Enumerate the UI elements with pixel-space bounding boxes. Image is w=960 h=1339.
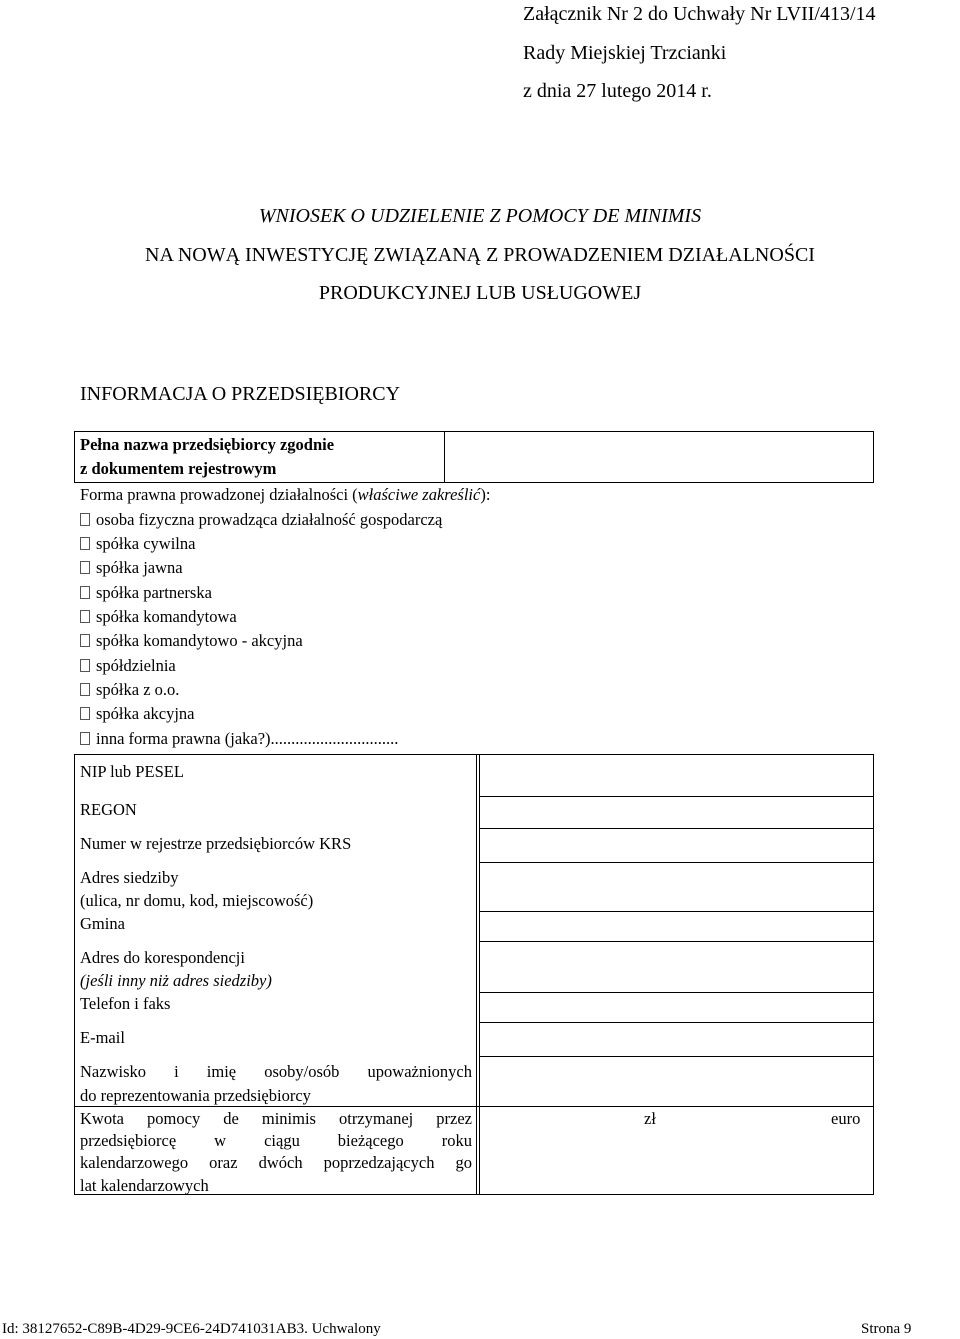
aid-amount-label-4: lat kalendarzowych: [80, 1176, 209, 1195]
aid-amount-label-2: przedsiębiorcę w ciągu bieżącego roku: [80, 1131, 472, 1150]
aid-amount-label-1: Kwota pomocy de minimis otrzymanej przez: [80, 1109, 472, 1128]
row-separator: [479, 862, 874, 863]
legal-form-option[interactable]: inna forma prawna (jaka?)...............................: [80, 731, 398, 748]
document-title-line1: WNIOSEK O UDZIELENIE Z POMOCY DE MINIMIS: [258, 205, 702, 227]
row-separator: [479, 828, 874, 829]
checkbox-icon[interactable]: [80, 610, 90, 623]
document-title-line3: PRODUKCYJNEJ LUB USŁUGOWEJ: [318, 282, 642, 304]
document-title-line2: NA NOWĄ INWESTYCJĘ ZWIĄZANĄ Z PROWADZENIEM DZIAŁALNOŚCI: [145, 244, 815, 266]
checkbox-icon[interactable]: [80, 707, 90, 720]
legal-form-option[interactable]: spółka jawna: [80, 560, 183, 577]
row-separator: [479, 941, 874, 942]
representatives-label-2: do reprezentowania przedsiębiorcy: [80, 1086, 311, 1105]
address-label-1: Adres siedziby: [80, 868, 179, 887]
row-separator: [479, 1056, 874, 1057]
legal-form-option[interactable]: spółdzielnia: [80, 658, 176, 675]
full-name-field[interactable]: [449, 435, 871, 479]
currency-eur-label: euro: [831, 1109, 861, 1128]
attachment-header-line1: Załącznik Nr 2 do Uchwały Nr LVII/413/14: [523, 3, 876, 25]
full-name-divider: [444, 431, 445, 483]
row-separator: [479, 796, 874, 797]
checkbox-icon[interactable]: [80, 561, 90, 574]
attachment-header-line2: Rady Miejskiej Trzcianki: [523, 42, 727, 64]
legal-form-option[interactable]: spółka komandytowa: [80, 609, 237, 626]
full-name-label-2: z dokumentem rejestrowym: [80, 459, 277, 478]
row-separator: [74, 1106, 874, 1107]
full-name-label-1: Pełna nazwa przedsiębiorcy zgodnie: [80, 435, 335, 454]
details-table-divider: [476, 754, 477, 1195]
aid-amount-label-3: kalendarzowego oraz dwóch poprzedzających go: [80, 1153, 472, 1172]
legal-form-option[interactable]: spółka akcyjna: [80, 706, 195, 723]
legal-form-label: Forma prawna prowadzonej działalności (właściwe zakreślić):: [80, 485, 491, 504]
checkbox-icon[interactable]: [80, 634, 90, 647]
checkbox-icon[interactable]: [80, 537, 90, 550]
row-separator: [479, 1022, 874, 1023]
checkbox-icon[interactable]: [80, 732, 90, 745]
krs-label: Numer w rejestrze przedsiębiorców KRS: [80, 834, 352, 853]
attachment-header-line3: z dnia 27 lutego 2014 r.: [523, 80, 712, 102]
legal-form-option[interactable]: spółka cywilna: [80, 536, 195, 553]
regon-label: REGON: [80, 800, 137, 819]
legal-form-option[interactable]: spółka komandytowo - akcyjna: [80, 633, 303, 650]
gmina-label: Gmina: [80, 914, 125, 933]
checkbox-icon[interactable]: [80, 586, 90, 599]
checkbox-icon[interactable]: [80, 683, 90, 696]
correspondence-label-1: Adres do korespondencji: [80, 948, 245, 967]
details-table-divider-inner: [479, 754, 480, 1195]
representatives-label-1: Nazwisko i imię osoby/osób upoważnionych: [80, 1062, 472, 1081]
row-separator: [479, 992, 874, 993]
footer-page-number: Strona 9: [861, 1321, 912, 1337]
correspondence-label-2: (jeśli inny niż adres siedziby): [80, 971, 272, 990]
legal-form-option[interactable]: spółka partnerska: [80, 585, 212, 602]
email-label: E-mail: [80, 1028, 125, 1047]
address-label-2: (ulica, nr domu, kod, miejscowość): [80, 891, 314, 910]
phone-label: Telefon i faks: [80, 994, 171, 1013]
checkbox-icon[interactable]: [80, 513, 90, 526]
checkbox-icon[interactable]: [80, 659, 90, 672]
nip-label: NIP lub PESEL: [80, 762, 184, 781]
legal-form-option[interactable]: spółka z o.o.: [80, 682, 179, 699]
currency-pln-label: zł: [644, 1109, 656, 1128]
footer-document-id: Id: 38127652-C89B-4D29-9CE6-24D741031AB3. Uchwalony: [2, 1321, 381, 1337]
row-separator: [479, 911, 874, 912]
legal-form-option[interactable]: osoba fizyczna prowadząca działalność gospodarczą: [80, 512, 442, 529]
section-title: INFORMACJA O PRZEDSIĘBIORCY: [80, 383, 401, 405]
